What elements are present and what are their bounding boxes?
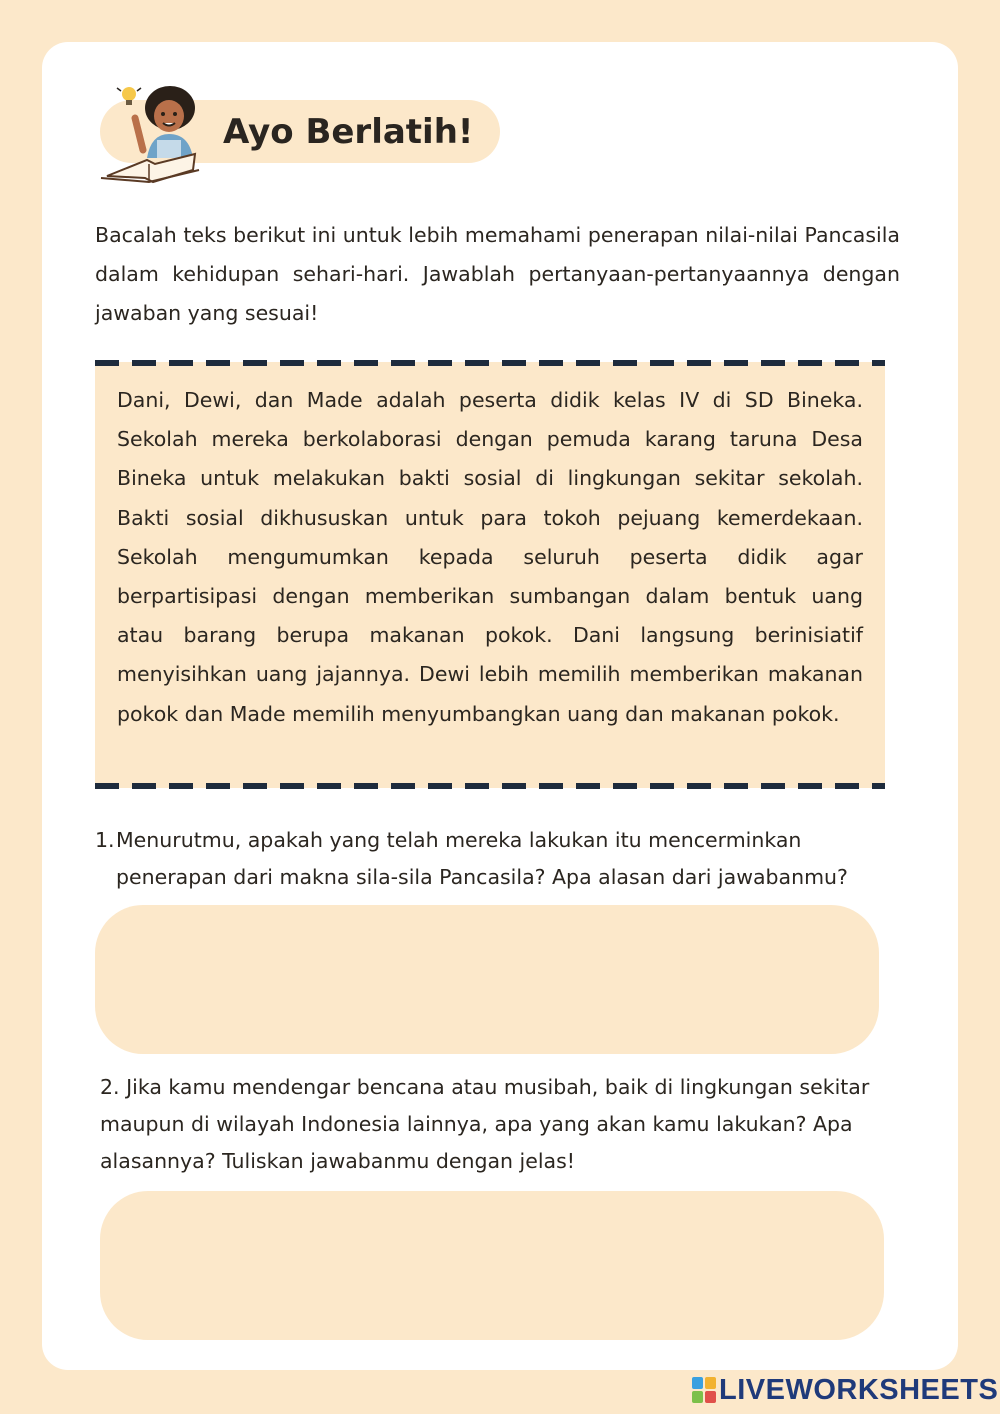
question-1-text: Menurutmu, apakah yang telah mereka lakukan itu mencerminkan penerapan dari makna sila-sila Pancasila? Apa alasan dari jawabanmu? [116, 828, 848, 889]
question-2-number: 2. [100, 1075, 120, 1099]
story-text: Dani, Dewi, dan Made adalah peserta didik kelas IV di SD Bineka. Sekolah mereka berkolaborasi dengan pemuda karang taruna Desa Bineka untuk melakukan bakti sosial di lingkungan sekitar sekolah. Bakti sosial dikhususkan untuk para tokoh pejuang kemerdekaan. Sekolah mengumumkan kepada seluruh peserta didik agar berpartisipasi dengan memberikan sumbangan dalam bentuk uang atau barang berupa makanan pokok. Dani langsung berinisiatif menyisihkan uang jajannya. Dewi lebih memilih memberikan makanan pokok dan Made memilih menyumbangkan uang dan makanan pokok. [117, 388, 863, 726]
question-1-number: 1. [95, 828, 115, 852]
student-reading-illustration [95, 78, 215, 188]
answer-1-field[interactable] [95, 905, 879, 1054]
lightbulb-icon [122, 87, 136, 101]
question-2-text: Jika kamu mendengar bencana atau musibah, baik di lingkungan sekitar maupun di wilayah Indonesia lainnya, apa yang akan kamu lakukan? Apa alasannya? Tuliskan jawabanmu dengan jelas! [100, 1075, 870, 1173]
question-1 [95, 822, 885, 896]
liveworksheets-brand[interactable] [692, 1372, 998, 1408]
liveworksheets-brand-text: LIVEWORKSHEETS [719, 1373, 999, 1406]
page-title: Ayo Berlatih! [223, 112, 474, 152]
instructions-text: Bacalah teks berikut ini untuk lebih memahami penerapan nilai-nilai Pancasila dalam kehidupan sehari-hari. Jawablah pertanyaan-pertanyaannya dengan jawaban yang sesuai! [95, 223, 900, 325]
answer-2-field[interactable] [100, 1191, 884, 1340]
story-bottom-dashed-border [95, 783, 885, 789]
question-2 [100, 1069, 890, 1180]
story-top-dashed-border [95, 360, 885, 366]
liveworksheets-logo-icon [692, 1377, 716, 1403]
